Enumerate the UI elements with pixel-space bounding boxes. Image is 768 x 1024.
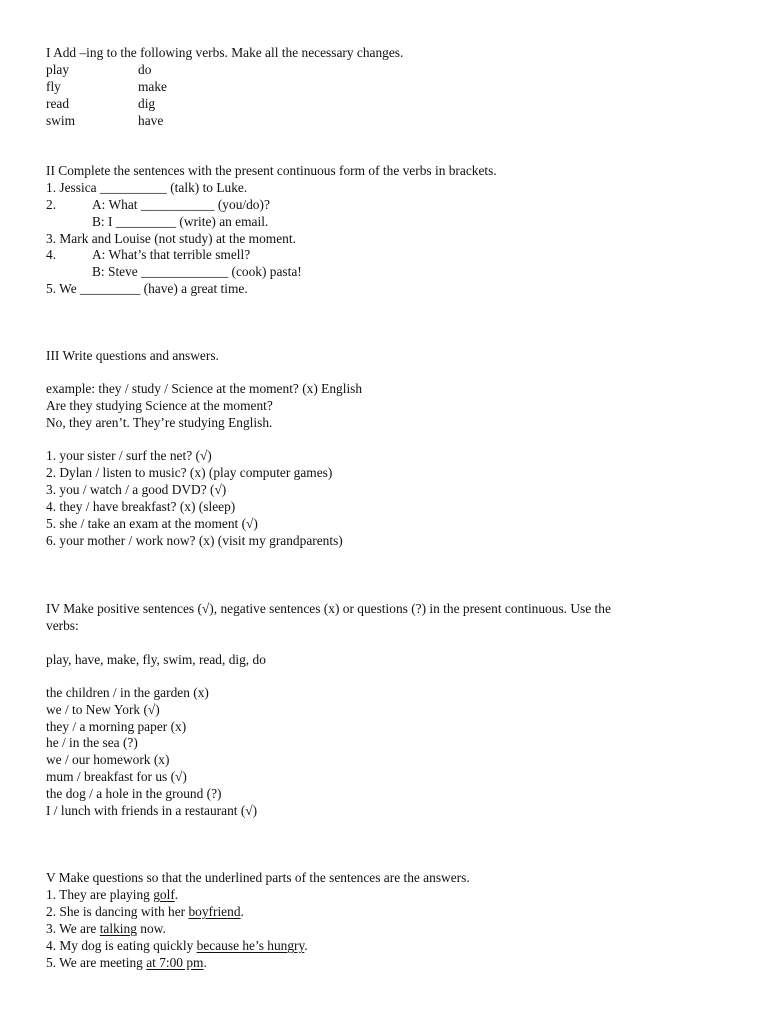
verb-b: dig xyxy=(138,96,156,111)
example-answer: No, they aren’t. They’re studying English. xyxy=(46,415,273,430)
list-item: 4. they / have breakfast? (x) (sleep) xyxy=(46,499,236,514)
list-item: 2. Dylan / listen to music? (x) (play computer games) xyxy=(46,465,333,480)
section-4-title: IV Make positive sentences (√), negative sentences (x) or questions (?) in the present continuous. Use the xyxy=(46,601,611,616)
verb-a: read xyxy=(46,96,70,111)
underlined-answer: golf xyxy=(153,887,175,902)
list-item: they / a morning paper (x) xyxy=(46,719,187,734)
exercise-line: 3. Mark and Louise (not study) at the moment. xyxy=(46,231,296,246)
sentence-text: . xyxy=(174,887,179,902)
sentence-text: now. xyxy=(136,921,166,936)
item-number: 2. xyxy=(46,197,57,212)
verb-b: have xyxy=(138,113,164,128)
list-item: we / our homework (x) xyxy=(46,752,170,767)
list-item: 3. you / watch / a good DVD? (√) xyxy=(46,482,227,497)
verb-list: play, have, make, fly, swim, read, dig, do xyxy=(46,652,266,667)
sentence-text: 4. My dog is eating quickly xyxy=(46,938,197,953)
underlined-answer: because he’s hungry xyxy=(196,938,305,953)
verb-a: play xyxy=(46,62,70,77)
exercise-line: 5. We _________ (have) a great time. xyxy=(46,281,248,296)
list-item xyxy=(46,886,178,903)
list-item: 6. your mother / work now? (x) (visit my grandparents) xyxy=(46,533,343,548)
verb-b: make xyxy=(138,79,167,94)
list-item xyxy=(46,920,166,937)
example-prompt: example: they / study / Science at the moment? (x) English xyxy=(46,381,363,396)
section-4-title-cont: verbs: xyxy=(46,618,79,633)
section-2-title: II Complete the sentences with the present continuous form of the verbs in brackets. xyxy=(46,163,497,178)
list-item: he / in the sea (?) xyxy=(46,735,138,750)
verb-a: swim xyxy=(46,113,76,128)
list-item: we / to New York (√) xyxy=(46,702,160,717)
underlined-answer: talking xyxy=(99,921,137,936)
section-5-title: V Make questions so that the underlined parts of the sentences are the answers. xyxy=(46,870,470,885)
sentence-text: . xyxy=(240,904,244,919)
dialogue-line: A: What ___________ (you/do)? xyxy=(92,197,270,212)
dialogue-line: B: Steve _____________ (cook) pasta! xyxy=(92,264,302,279)
section-1-title: I Add –ing to the following verbs. Make all the necessary changes. xyxy=(46,45,404,60)
exercise-line: 1. Jessica __________ (talk) to Luke. xyxy=(46,180,248,195)
dialogue-line: A: What’s that terrible smell? xyxy=(92,247,251,262)
list-item: the dog / a hole in the ground (?) xyxy=(46,786,222,801)
verb-row xyxy=(46,95,156,112)
verb-row xyxy=(46,78,167,95)
list-item xyxy=(46,954,207,971)
verb-row xyxy=(46,61,152,78)
sentence-text: 1. They are playing xyxy=(46,887,154,902)
underlined-answer: at 7:00 pm xyxy=(146,955,204,970)
item-number: 4. xyxy=(46,247,57,262)
list-item: 1. your sister / surf the net? (√) xyxy=(46,448,212,463)
dialogue-line: B: I _________ (write) an email. xyxy=(92,214,269,229)
exercise-line xyxy=(46,196,270,213)
list-item xyxy=(46,903,244,920)
exercise-line xyxy=(46,246,251,263)
sentence-text: 2. She is dancing with her xyxy=(46,904,189,919)
list-item: the children / in the garden (x) xyxy=(46,685,209,700)
sentence-text: . xyxy=(304,938,308,953)
list-item xyxy=(46,937,308,954)
sentence-text: . xyxy=(203,955,207,970)
sentence-text: 5. We are meeting xyxy=(46,955,147,970)
underlined-answer: boyfriend xyxy=(188,904,241,919)
list-item: I / lunch with friends in a restaurant (√) xyxy=(46,803,258,818)
section-3-title: III Write questions and answers. xyxy=(46,348,219,363)
verb-row xyxy=(46,112,164,129)
verb-a: fly xyxy=(46,79,61,94)
sentence-text: 3. We are xyxy=(46,921,100,936)
list-item: mum / breakfast for us (√) xyxy=(46,769,187,784)
list-item: 5. she / take an exam at the moment (√) xyxy=(46,516,258,531)
example-question: Are they studying Science at the moment? xyxy=(46,398,273,413)
verb-b: do xyxy=(138,62,152,77)
